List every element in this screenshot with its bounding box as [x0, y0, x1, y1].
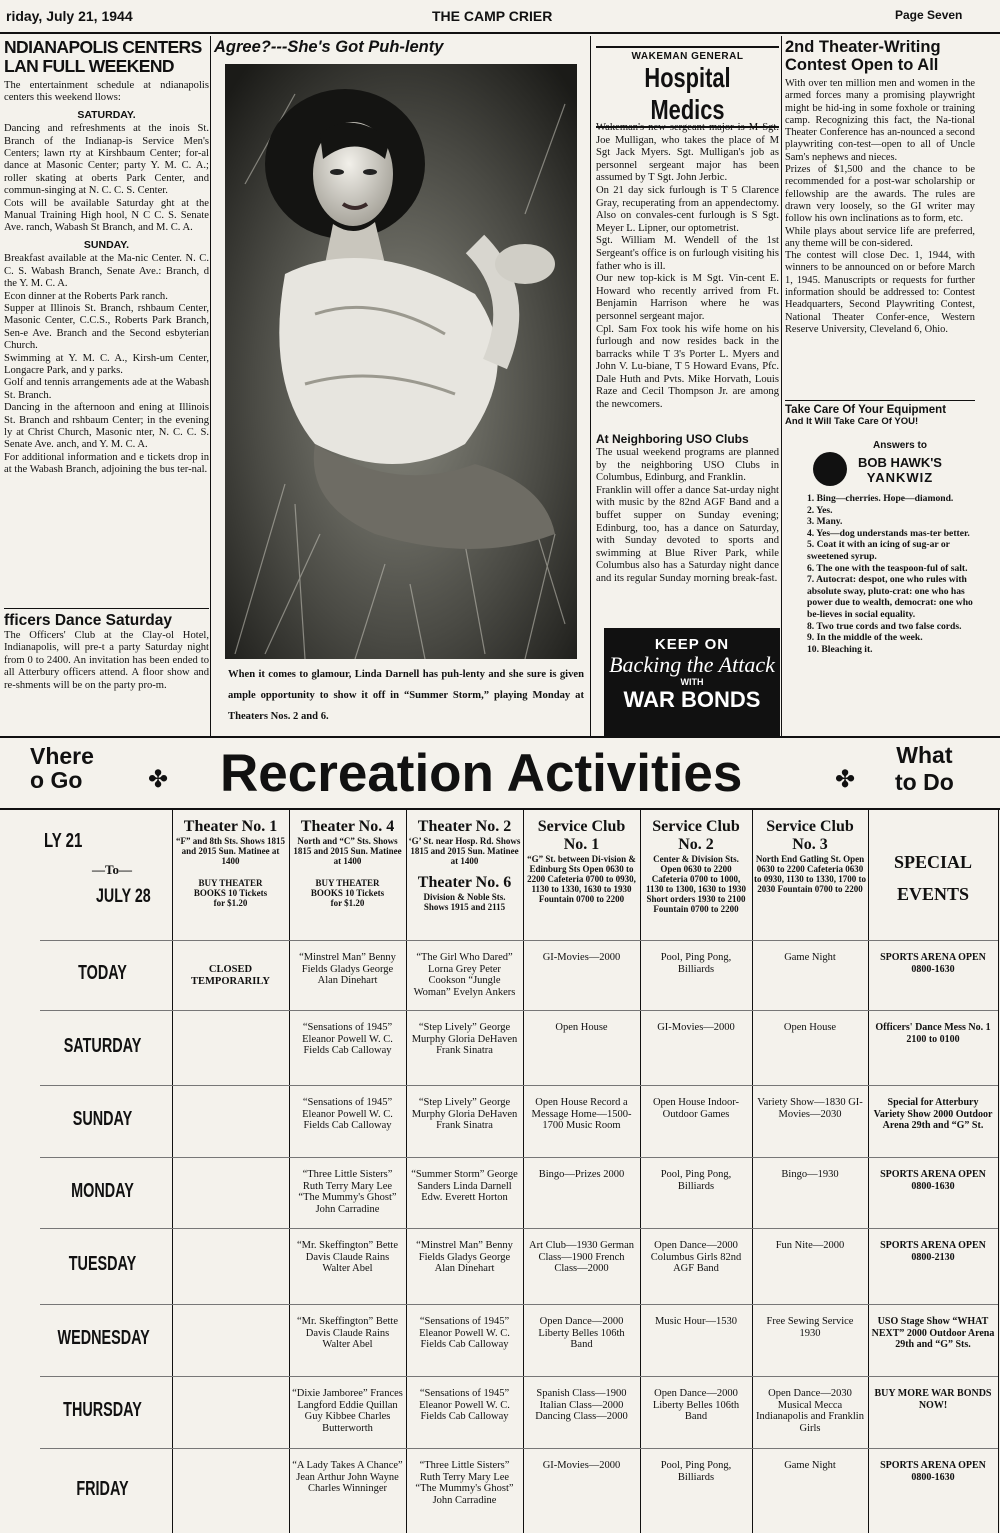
day-label: TODAY [78, 962, 127, 984]
contest-headline-2: Contest Open to All [785, 56, 939, 74]
schedule-cell: GI-Movies—2000 [542, 1460, 621, 1471]
column-title: Service Club No. 3 [766, 818, 854, 853]
column-rule [210, 36, 211, 736]
schedule-cell: Free Sewing Service 1930 [766, 1316, 854, 1339]
schedule-cell: Open House [783, 1022, 837, 1033]
column-title: Service Club No. 2 [652, 818, 740, 853]
masthead-rule [0, 32, 1000, 34]
quiz-answer: 6. The one with the teaspoon-ful of salt. [807, 562, 968, 574]
schedule-cell: “Minstrel Man” Benny Fields Gladys George Alan Dinehart [299, 952, 396, 986]
day-label: THURSDAY [63, 1399, 142, 1421]
schedule-cell: GI-Movies—2000 [542, 952, 621, 963]
indy-sat-para: Dancing and refreshments at the inois St. Branch of the Indianap-is Service Men's Centers; lawn rty at Kirshbaum Center; for-al dance at Masonic Center; party Y. M. C. A.; roller skating at oberts Park Center, and commun-singing at N. C. C. S. Center. [4, 123, 209, 197]
schedule-cell: “Sensations of 1945” Eleanor Powell W. C. Fields Cab Calloway [302, 1022, 393, 1056]
contest-para: The contest will close Dec. 1, 1944, with winners to be announced on or before March 1, 1945. Manuscripts or requests for further information should be addressed to: Contest Headquarters, Second Playwriting Contest, National Theater Confer-ence, Western Reserve University, Cleveland 6, Ohio. [785, 250, 975, 335]
schedule-cell: “Sensations of 1945” Eleanor Powell W. C. Fields Cab Calloway [419, 1388, 510, 1422]
quiz-answers-to: Answers to [873, 440, 927, 451]
schedule-cell: Open Dance—2030 Musical Mecca Indianapolis and Franklin Girls [756, 1388, 864, 1434]
photo-illustration [225, 64, 577, 659]
indy-headline-2: LAN FULL WEEKEND [4, 56, 174, 76]
indy-headline-1: NDIANAPOLIS CENTERS [4, 37, 202, 57]
contest-para: With over ten million men and women in the armed forces many a promising playwright might be hid-ing in some foxhole or training camp. Recognizing this fact, the Na-tional Theater Conference has an-nounced a second playwriting con-test—open to all of Uncle Sam's nephews and nieces. [785, 78, 975, 163]
quiz-answer: 2. Yes. [807, 504, 833, 516]
schedule-cell: BUY MORE WAR BONDS NOW! [874, 1388, 992, 1411]
date-range-from: LY 21 [44, 830, 83, 852]
column-title: Theater No. 1 [183, 818, 278, 835]
wakeman-para: Cpl. Sam Fox took his wife home on his furlough and now resides back in the barracks while T 3's Porter L. Myers and John V. Lu-biane, T 5 Howard Evans, Pfc. Dale Huth and Pvts. Mike Horvath, Louis Raze and Cecil Thompson Jr. are among the newcomers. [596, 323, 779, 411]
schedule-cell: Special for Atterbury Variety Show 2000 Outdoor Arena 29th and “G” St. [873, 1097, 993, 1131]
photo-headline: Agree?---She's Got Puh-lenty [214, 38, 444, 56]
day-label: WEDNESDAY [57, 1327, 150, 1349]
schedule-cell: SPORTS ARENA OPEN 0800-1630 [880, 952, 986, 975]
column-header [525, 818, 638, 904]
schedule-cell: Pool, Ping Pong, Billiards [660, 1460, 732, 1483]
what-to-do: What to Do [895, 742, 954, 795]
column-subtitle: Center & Division Sts. Open 0630 to 2200 Cafeteria 0700 to 1000, 1130 to 1300, 1630 to 1930 Short orders 1930 to 2100 Fountain 0700 to 2200 [646, 854, 746, 914]
schedule-cell: Open House [555, 1022, 608, 1033]
schedule-cell: Officers' Dance Mess No. 1 2100 to 0100 [875, 1022, 991, 1045]
schedule-cell: “Summer Storm” George Sanders Linda Darnell Edw. Everett Horton [411, 1169, 518, 1203]
contest-headline-1: 2nd Theater-Writing [785, 38, 941, 56]
indy-intro: The entertainment schedule at ndianapolis centers this weekend llows: [4, 80, 209, 104]
schedule-cell: “Mr. Skeffington” Bette Davis Claude Rains Walter Abel [297, 1316, 398, 1350]
masthead [0, 0, 1000, 32]
quiz-answer: 8. Two true cords and two false cords. [807, 620, 962, 632]
day-label: MONDAY [71, 1179, 134, 1202]
grid-hline [40, 1010, 998, 1011]
schedule-cell: SPORTS ARENA OPEN 0800-2130 [880, 1240, 986, 1263]
equipment-line-2: And It Will Take Care Of YOU! [785, 416, 919, 427]
grid-vline [523, 810, 524, 1533]
grid-hline [40, 1304, 998, 1305]
recreation-schedule [0, 810, 1000, 1533]
quiz-answers [785, 493, 975, 655]
linda-darnell-photo [225, 64, 577, 659]
day-label: SUNDAY [72, 1108, 133, 1130]
bob-hawk-logo-icon [813, 452, 847, 486]
grid-vline [752, 810, 753, 1533]
equipment-line-1: Take Care Of Your Equipment [785, 404, 947, 416]
indy-sun-para: Econ dinner at the Roberts Park ranch. [4, 290, 168, 302]
photo-feature [214, 38, 584, 57]
bonds-line-2: Backing the Attack [609, 652, 775, 677]
column-header [174, 818, 287, 908]
indy-sun-para: For additional information and e tickets drop in at the Wabash Branch, adjoining the bus ter-nal. [4, 451, 209, 476]
wakeman-headline: Hospital Medics [644, 62, 731, 125]
schedule-cell: “Dixie Jamboree” Frances Langford Eddie Quillan Guy Kibbee Charles Butterworth [292, 1388, 403, 1434]
wakeman-para: Our new top-kick is M Sgt. Vin-cent E. Howard who recently arrived from Ft. Benjamin Harrison where he was personnel sergeant major. [596, 273, 779, 322]
schedule-cell: Music Hour—1530 [655, 1316, 737, 1327]
quiz-answer: 10. Bleaching it. [807, 643, 873, 655]
schedule-cell: Open Dance—2000 Liberty Belles 106th Band [652, 1388, 740, 1422]
indy-sun-para: Swimming at Y. M. C. A., Kirsh-um Center, Longacre Park, and y parks. [4, 352, 209, 376]
schedule-cell: GI-Movies—2000 [657, 1022, 735, 1033]
schedule-cell: Bingo—Prizes 2000 [538, 1169, 625, 1180]
column-subtitle: “G” St. between Di-vision & Edinburg Sts Open 0630 to 2200 Cafeteria 0700 to 0930, 1130 to 1330, 1630 to 1930 Fountain 0700 to 2200 [527, 854, 636, 904]
schedule-cell: USO Stage Show “WHAT NEXT” 2000 Outdoor Arena 29th and “G” Sts. [871, 1316, 995, 1350]
grid-vline [998, 810, 999, 1533]
schedule-cell: Spanish Class—1900 Italian Class—2000 Dancing Class—2000 [535, 1388, 628, 1422]
uso-article [596, 431, 779, 586]
grid-vline [868, 810, 869, 1533]
uso-para: The usual weekend programs are planned by the neighboring USO Clubs in Columbus, Edinburg, and Franklin. [596, 447, 779, 484]
column-rule [781, 36, 782, 736]
column-title: Theater No. 4 [300, 818, 395, 835]
officers-article [4, 612, 209, 692]
column-title: SPECIAL EVENTS [893, 852, 973, 904]
equipment-notice [785, 400, 975, 427]
schedule-cell: “Step Lively” George Murphy Gloria DeHaven Frank Sinatra [411, 1022, 518, 1056]
indy-sun-para: Supper at Illinois St. Branch, rshbaum Center, Masonic Center, C.C.S., Roberts Park Branch, Sen-e Ave. Branch and the Second esbyterian Church. [4, 302, 209, 352]
schedule-cell: SPORTS ARENA OPEN 0800-1630 [880, 1169, 986, 1192]
date-range-to: —To— [92, 862, 132, 877]
quiz-title-1: BOB HAWK'S [858, 455, 942, 470]
indy-sun-para: Golf and tennis arrangements ade at the Wabash St. Branch. [4, 377, 209, 401]
schedule-cell: “A Lady Takes A Chance” Jean Arthur John Wayne Charles Winninger [292, 1460, 403, 1494]
wakeman-para: Sgt. William M. Wendell of the 1st Sergeant's office is on furlough visiting his father who is ill. [596, 235, 779, 272]
schedule-cell: Pool, Ping Pong, Billiards [660, 1169, 732, 1192]
divider [4, 608, 209, 609]
bonds-line-3: WITH [680, 677, 704, 687]
masthead-page: Page Seven [895, 8, 963, 22]
officers-headline: fficers Dance Saturday [4, 612, 172, 629]
schedule-cell: “Mr. Skeffington” Bette Davis Claude Rains Walter Abel [297, 1240, 398, 1274]
schedule-cell: “Three Little Sisters” Ruth Terry Mary Lee “The Mummy's Ghost” John Carradine [298, 1169, 397, 1215]
column-header [408, 818, 521, 912]
contest-para: Prizes of $1,500 and the chance to be recommended for a post-war scholarship or fellowship are the awards. The rules are drawn very loosely, so the GI writer may follow his own inclinations as to form, etc. [785, 164, 975, 225]
column-header [754, 818, 866, 894]
wakeman-para: Wakeman's new sergeant major is M Sgt. Joe Mulligan, who takes the place of M Sgt Jack Myers. Sgt. Mulligan's job as personnel sergeant major has been assumed by T Sgt. John Jerbic. [596, 122, 779, 184]
schedule-cell: “Minstrel Man” Benny Fields Gladys George Alan Dinehart [416, 1240, 513, 1274]
grid-hline [40, 1085, 998, 1086]
schedule-cell: Open House Record a Message Home—1500-1700 Music Room [531, 1097, 632, 1131]
column-header [642, 818, 750, 914]
grid-hline [40, 1157, 998, 1158]
schedule-cell: SPORTS ARENA OPEN 0800-1630 [880, 1460, 986, 1483]
quiz-answer: 7. Autocrat: despot, one who rules with absolute sway, pluto-crat: one who has power due to wealth, democrat: one who be-lieves in social equality. [807, 574, 973, 620]
quiz-answer: 1. Bing—cherries. Hope—diamond. [807, 493, 954, 504]
schedule-cell: “Sensations of 1945” Eleanor Powell W. C. Fields Cab Calloway [419, 1316, 510, 1350]
column-extra: BUY THEATER BOOKS 10 Tickets for $1.20 [193, 878, 268, 908]
bonds-line-4: WAR BONDS [623, 687, 761, 712]
column-extra-title: Theater No. 6 [417, 874, 512, 891]
quiz-title-2: YANKWIZ [866, 470, 934, 485]
bonds-line-1: KEEP ON [654, 636, 730, 653]
schedule-cell: CLOSED TEMPORARILY [191, 964, 270, 987]
wakeman-body [596, 122, 779, 412]
schedule-cell: Variety Show—1830 GI-Movies—2030 [757, 1097, 863, 1120]
grid-vline [172, 810, 173, 1533]
grid-vline [640, 810, 641, 1533]
schedule-cell: Fun Nite—2000 [775, 1240, 845, 1251]
column-subtitle: North End Gatling St. Open 0630 to 2200 Cafeteria 0630 to 0930, 1130 to 1330, 1700 to 2030 Fountain 0700 to 2200 [754, 854, 866, 894]
grid-hline [40, 1228, 998, 1229]
schedule-cell: “The Girl Who Dared” Lorna Grey Peter Cookson “Jungle Woman” Evelyn Ankers [413, 952, 516, 998]
column-header [291, 818, 404, 908]
grid-vline [406, 810, 407, 1533]
section-rule [0, 736, 1000, 738]
grid-vline [289, 810, 290, 1533]
contest-para: While plays about service life are preferred, any theme will be con-sidered. [785, 225, 975, 249]
quiz-answer: 9. In the middle of the week. [807, 632, 923, 644]
indy-sunday-head: SUNDAY. [83, 238, 130, 251]
grid-hline [40, 940, 998, 941]
ornament-icon: ✤ [835, 767, 856, 793]
column-extra: Division & Noble Sts. Shows 1915 and 2115 [423, 892, 506, 912]
quiz-answer: 5. Coat it with an icing of sug-ar or sweetened syrup. [807, 539, 950, 562]
schedule-cell: Open Dance—2000 Liberty Belles 106th Band [538, 1316, 625, 1350]
column-subtitle: North and “C” Sts. Shows 1815 and 2015 Sun. Matinee at 1400 [293, 836, 402, 866]
photo-caption: When it comes to glamour, Linda Darnell has puh-lenty and she sure is given ample opportunity to show it off in “Summer Storm,” playing Monday at Theaters Nos. 2 and 6. [228, 669, 584, 722]
schedule-cell: Game Night [784, 952, 836, 963]
indy-sun-para: Dancing in the afternoon and ening at Illinois St. Branch and rshbaum Center; in the evening ly at Christ Church, Masonic nter, N. C. C. S. Senate Ave. anch, and Y. M. C. A. [4, 402, 209, 451]
wakeman-headline-box [596, 46, 779, 128]
ornament-icon: ✤ [148, 767, 169, 793]
schedule-cell: Art Club—1930 German Class—1900 French Class—2000 [529, 1240, 634, 1274]
indy-sat-para: Cots will be available Saturday ght at the Manual Training High hool, N C C. S. Senate Ave. ranch, Wabash St Branch, and M. C. A. [4, 197, 209, 234]
column-title: Service Club No. 1 [537, 818, 626, 853]
column-extra: BUY THEATER BOOKS 10 Tickets for $1.20 [310, 878, 385, 908]
grid-hline [40, 1376, 998, 1377]
schedule-cell: “Sensations of 1945” Eleanor Powell W. C. Fields Cab Calloway [302, 1097, 393, 1131]
schedule-cell: Open House Indoor-Outdoor Games [652, 1097, 740, 1120]
wakeman-kicker: WAKEMAN GENERAL [631, 51, 744, 62]
where-to-go: Vhere o Go [30, 743, 94, 793]
war-bonds-ad [604, 628, 780, 736]
indy-article [4, 38, 209, 477]
quiz-answer: 4. Yes—dog understands mas-ter better. [807, 527, 970, 539]
indy-saturday-head: SATURDAY. [77, 108, 136, 121]
officers-body: The Officers' Club at the Clay-ol Hotel, Indianapolis, will pre-t a party Saturday night from 0 to 2400. An invitation has been ended to all Atterbury officers attend. A floor show and re-shments will be on the party pro-m. [4, 630, 209, 691]
masthead-paper: THE CAMP CRIER [432, 8, 553, 24]
recreation-title: Recreation Activities [220, 744, 743, 803]
masthead-date: riday, July 21, 1944 [6, 8, 133, 24]
grid-hline [40, 1448, 998, 1449]
column-subtitle: ‘G’ St. near Hosp. Rd. Shows 1815 and 2015 Sun. Matinee at 1400 [408, 836, 521, 866]
indy-sun-para: Breakfast available at the Ma-nic Center. N. C. C. S. Wabash Branch, Senate Ave.: Branch, d the Y. M. C. A. [4, 253, 209, 290]
column-title: Theater No. 2 [417, 818, 512, 835]
column-subtitle: “F” and 8th Sts. Shows 1815 and 2015 Sun. Matinee at 1400 [175, 836, 286, 866]
quiz-answer: 3. Many. [807, 516, 843, 528]
day-label: SATURDAY [63, 1034, 142, 1057]
uso-para: Franklin will offer a dance Sat-urday night with music by the 82nd AGF Band and a buffet supper on Sunday evening; Edinburg, too, has a dance on Saturday, with Sunday devoted to sports and swimming at Blue River Park, while Columbus also has a Saturday night dance and its regular Sunday morning break-fast. [596, 484, 779, 584]
schedule-cell: Pool, Ping Pong, Billiards [660, 952, 732, 975]
wakeman-para: On 21 day sick furlough is T 5 Clarence Gray, recuperating from an appendectomy. Also on convales-cent furlough is S Sgt. Meyer L. Lipner, our optometrist. [596, 184, 779, 234]
contest-article [785, 38, 975, 336]
date-range-end: JULY 28 [96, 886, 151, 907]
day-label: TUESDAY [68, 1253, 137, 1275]
schedule-cell: “Three Little Sisters” Ruth Terry Mary Lee “The Mummy's Ghost” John Carradine [415, 1460, 514, 1506]
schedule-cell: Game Night [784, 1460, 836, 1471]
uso-headline: At Neighboring USO Clubs [596, 432, 749, 446]
schedule-cell: Bingo—1930 [781, 1169, 839, 1180]
column-rule [590, 36, 591, 736]
yankwiz-box [785, 440, 975, 655]
schedule-cell: “Step Lively” George Murphy Gloria DeHaven Frank Sinatra [411, 1097, 518, 1131]
day-label: FRIDAY [76, 1477, 129, 1500]
schedule-cell: Open Dance—2000 Columbus Girls 82nd AGF Band [650, 1240, 742, 1274]
column-header [870, 818, 996, 910]
